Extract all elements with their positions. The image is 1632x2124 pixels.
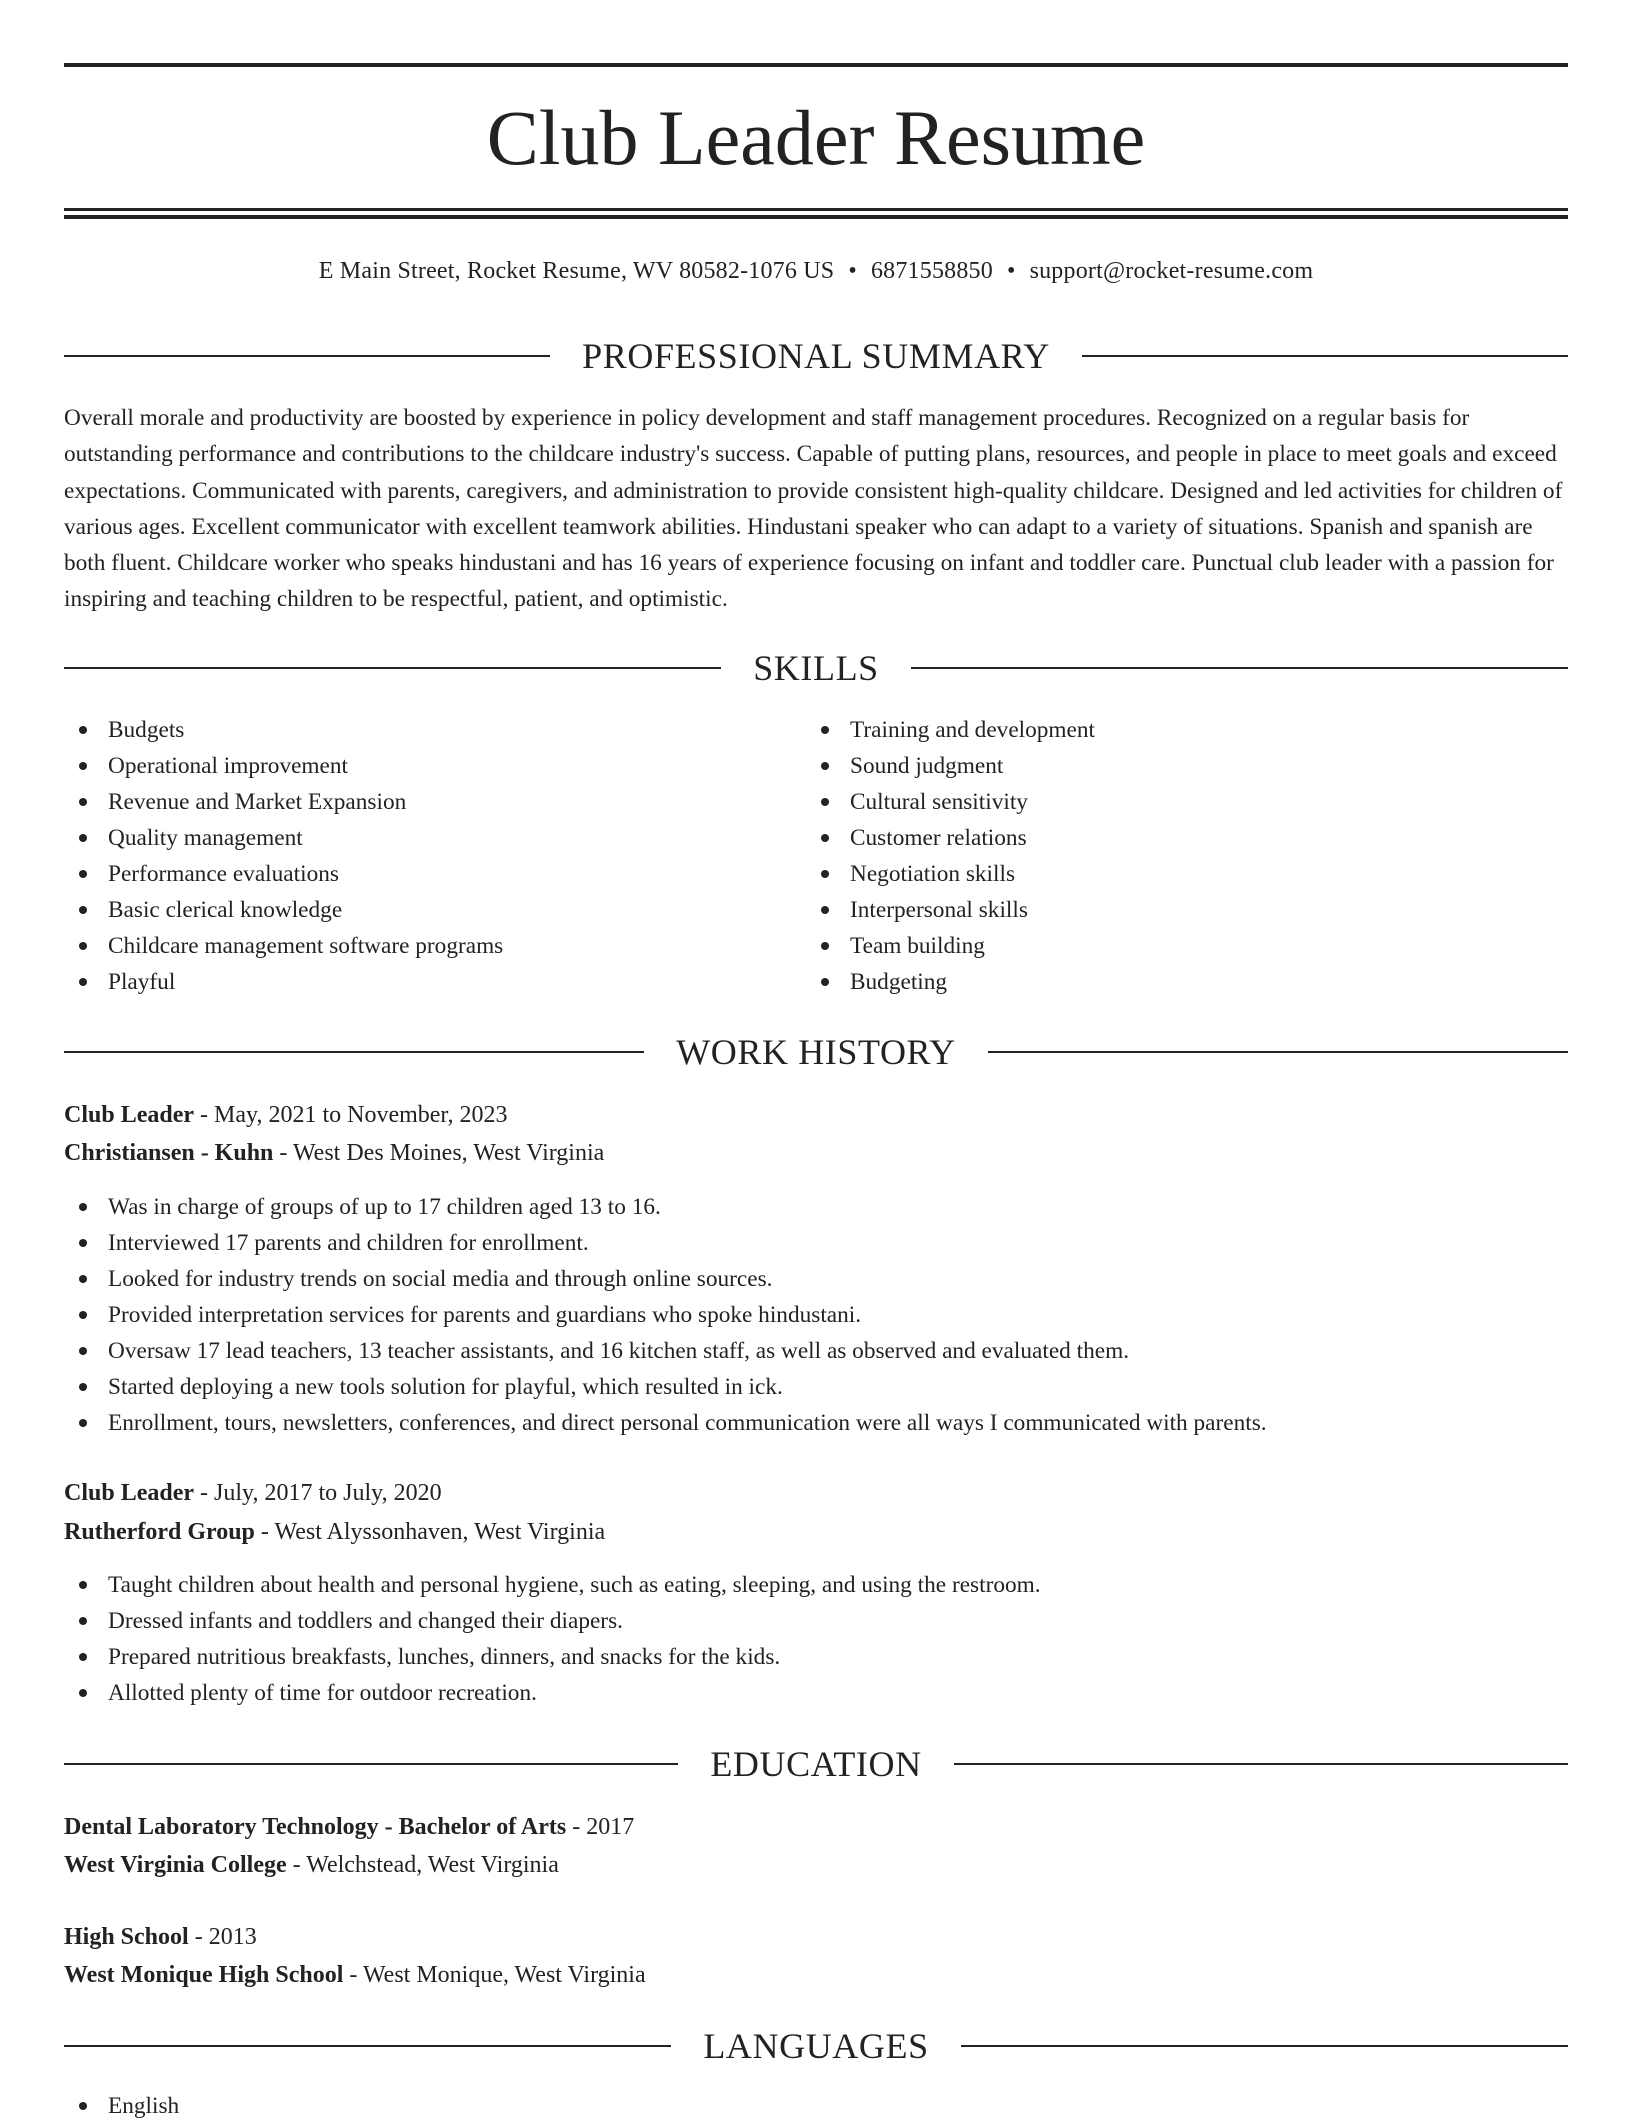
dash: - xyxy=(254,1519,275,1545)
job-bullets xyxy=(64,1567,1568,1711)
job-location: West Alyssonhaven, West Virginia xyxy=(274,1519,606,1545)
header-top-rule xyxy=(64,63,1568,67)
education-school: West Virginia College xyxy=(64,1852,287,1878)
skill-item: Basic clerical knowledge xyxy=(64,892,804,928)
education-degree: Dental Laboratory Technology - Bachelor of Arts xyxy=(64,1814,567,1840)
skill-item: Training and development xyxy=(806,712,1546,748)
contact-line xyxy=(64,255,1568,287)
resume-title: Club Leader Resume xyxy=(486,94,1146,181)
skill-item: Interpersonal skills xyxy=(806,892,1546,928)
languages-heading: LANGUAGES xyxy=(703,2026,929,2066)
skill-item: Quality management xyxy=(64,820,804,856)
section-heading-work xyxy=(64,1030,1568,1074)
dash: - xyxy=(286,1852,307,1878)
job-bullets xyxy=(64,1189,1568,1441)
education-heading: EDUCATION xyxy=(710,1744,922,1784)
job-bullet: Oversaw 17 lead teachers, 13 teacher assistants, and 16 kitchen staff, as well as observed and evaluated them. xyxy=(64,1333,1568,1369)
heading-rule xyxy=(64,355,550,357)
job-bullet: Looked for industry trends on social media and through online sources. xyxy=(64,1261,1568,1297)
skill-item: Playful xyxy=(64,964,804,1000)
job-title-line xyxy=(64,1099,1568,1131)
education-location: West Monique, West Virginia xyxy=(362,1962,646,1988)
section-heading-education xyxy=(64,1742,1568,1786)
education-school-line xyxy=(64,1959,1568,1991)
skill-item: Budgeting xyxy=(806,964,1546,1000)
job-bullet: Allotted plenty of time for outdoor recreation. xyxy=(64,1675,1568,1711)
contact-separator: • xyxy=(848,258,857,284)
dash: - xyxy=(566,1814,587,1840)
skill-item: Team building xyxy=(806,928,1546,964)
work-heading: WORK HISTORY xyxy=(676,1032,956,1072)
job-dates: July, 2017 to July, 2020 xyxy=(214,1480,442,1506)
job-title: Club Leader xyxy=(64,1480,195,1506)
job-bullet: Enrollment, tours, newsletters, conferences, and direct personal communication were all ways I communicated with parents. xyxy=(64,1405,1568,1441)
heading-rule xyxy=(64,2045,671,2047)
job-company: Christiansen - Kuhn xyxy=(64,1140,274,1166)
education-year: 2017 xyxy=(586,1814,635,1840)
language-item: English xyxy=(64,2088,804,2124)
section-heading-summary xyxy=(64,334,1568,378)
skill-item: Negotiation skills xyxy=(806,856,1546,892)
languages-list xyxy=(64,2088,804,2124)
job-bullet: Was in charge of groups of up to 17 children aged 13 to 16. xyxy=(64,1189,1568,1225)
job-bullet: Interviewed 17 parents and children for enrollment. xyxy=(64,1225,1568,1261)
education-year: 2013 xyxy=(208,1924,257,1950)
heading-rule xyxy=(64,1051,644,1053)
heading-rule xyxy=(64,667,721,669)
skill-item: Childcare management software programs xyxy=(64,928,804,964)
heading-rule xyxy=(1082,355,1568,357)
skill-item: Budgets xyxy=(64,712,804,748)
job-title: Club Leader xyxy=(64,1102,195,1128)
skill-item: Revenue and Market Expansion xyxy=(64,784,804,820)
heading-rule xyxy=(911,667,1568,669)
skill-item: Customer relations xyxy=(806,820,1546,856)
job-dates: May, 2021 to November, 2023 xyxy=(214,1102,508,1128)
job-bullet: Prepared nutritious breakfasts, lunches, dinners, and snacks for the kids. xyxy=(64,1639,1568,1675)
job-company-line xyxy=(64,1137,1568,1169)
heading-rule xyxy=(961,2045,1568,2047)
job-bullet: Provided interpretation services for parents and guardians who spoke hindustani. xyxy=(64,1297,1568,1333)
skills-heading: SKILLS xyxy=(753,648,879,688)
skill-item: Operational improvement xyxy=(64,748,804,784)
job-company: Rutherford Group xyxy=(64,1519,255,1545)
summary-text: Overall morale and productivity are boosted by experience in policy development and staff management procedures. Recognized on a regular basis for outstanding performance and contributions to the childcare industry's success. Capable of putting plans, resources, and people in place to meet goals and exceed expectations. Communicated with parents, caregivers, and administration to provide consistent high-quality childcare. Designed and led activities for children of various ages. Excellent communicator with excellent teamwork abilities. Hindustani speaker who can adapt to a variety of situations. Spanish and spanish are both fluent. Childcare worker who speaks hindustani and has 16 years of experience focusing on infant and toddler care. Punctual club leader with a passion for inspiring and teaching children to be respectful, patient, and optimistic. xyxy=(64,405,1563,613)
job-bullet: Dressed infants and toddlers and changed their diapers. xyxy=(64,1603,1568,1639)
job-title-line xyxy=(64,1477,1568,1509)
education-degree-line xyxy=(64,1921,1568,1953)
job-company-line xyxy=(64,1516,1568,1548)
header-rule-upper xyxy=(64,208,1568,211)
dash: - xyxy=(188,1924,209,1950)
education-school-line xyxy=(64,1849,1568,1881)
dash: - xyxy=(194,1480,215,1506)
section-heading-languages xyxy=(64,2024,1568,2068)
education-school: West Monique High School xyxy=(64,1962,344,1988)
skill-item: Performance evaluations xyxy=(64,856,804,892)
skills-list-left xyxy=(64,712,804,1000)
section-heading-skills xyxy=(64,646,1568,690)
job-bullet: Taught children about health and personal hygiene, such as eating, sleeping, and using the restroom. xyxy=(64,1567,1568,1603)
dash: - xyxy=(194,1102,215,1128)
contact-separator: • xyxy=(1006,258,1016,284)
summary-heading: PROFESSIONAL SUMMARY xyxy=(582,336,1050,376)
job-location: West Des Moines, West Virginia xyxy=(292,1140,605,1166)
contact-address: E Main Street, Rocket Resume, WV 80582-1076 US xyxy=(318,258,835,284)
heading-rule xyxy=(64,1763,678,1765)
education-degree-line xyxy=(64,1811,1568,1843)
job-bullet: Started deploying a new tools solution for playful, which resulted in ick. xyxy=(64,1369,1568,1405)
contact-email: support@rocket-resume.com xyxy=(1029,258,1314,284)
education-degree: High School xyxy=(64,1924,189,1950)
skill-item: Sound judgment xyxy=(806,748,1546,784)
skills-list-right xyxy=(806,712,1546,1000)
header-rule-lower xyxy=(64,215,1568,219)
education-location: Welchstead, West Virginia xyxy=(306,1852,559,1878)
dash: - xyxy=(273,1140,293,1166)
heading-rule xyxy=(954,1763,1568,1765)
skill-item: Cultural sensitivity xyxy=(806,784,1546,820)
contact-phone: 6871558850 xyxy=(870,258,993,284)
heading-rule xyxy=(988,1051,1568,1053)
dash: - xyxy=(343,1962,363,1988)
